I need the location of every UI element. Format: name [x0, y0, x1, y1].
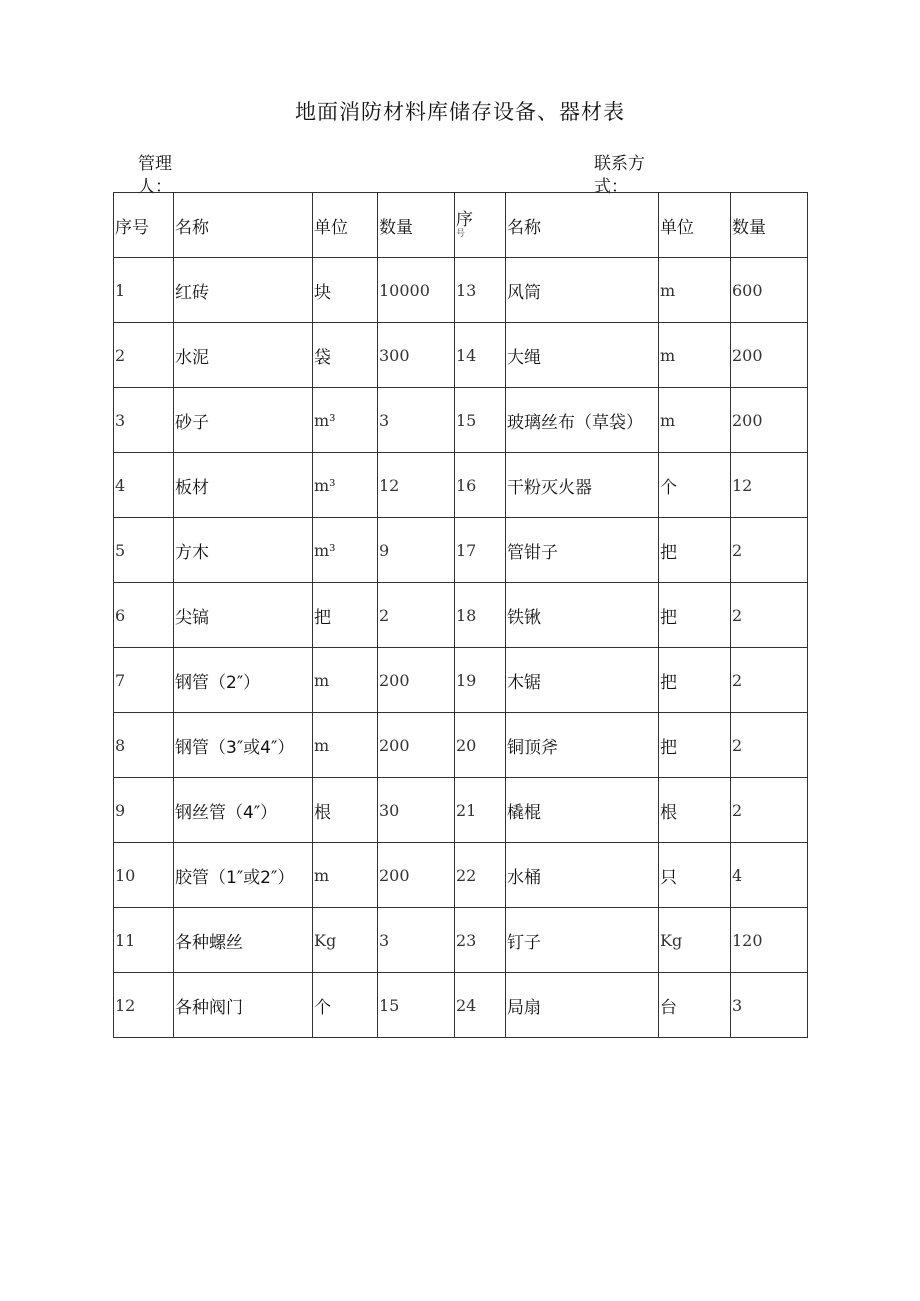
cell-name-2: 干粉灭火器 — [506, 453, 659, 518]
cell-unit-2: 根 — [659, 778, 731, 843]
cell-seq-2: 19 — [455, 648, 506, 713]
manager-label: 管理人： — [138, 154, 172, 197]
cell-qty-2: 2 — [731, 518, 808, 583]
cell-seq-2: 16 — [455, 453, 506, 518]
cell-qty: 3 — [378, 908, 455, 973]
cell-seq: 5 — [114, 518, 174, 583]
cell-unit-2: m — [659, 258, 731, 323]
cell-seq-2: 18 — [455, 583, 506, 648]
cell-name: 板材 — [174, 453, 313, 518]
cell-qty: 300 — [378, 323, 455, 388]
cell-seq: 4 — [114, 453, 174, 518]
cell-unit: m — [313, 713, 378, 778]
cell-name-2: 局扇 — [506, 973, 659, 1038]
cell-unit: m — [313, 648, 378, 713]
inventory-table — [113, 192, 808, 1038]
table-row — [114, 778, 808, 843]
header-name: 名称 — [174, 193, 313, 258]
cell-unit: 根 — [313, 778, 378, 843]
cell-name: 胶管（1″或2″） — [174, 843, 313, 908]
cell-qty-2: 200 — [731, 323, 808, 388]
cell-seq: 12 — [114, 973, 174, 1038]
cell-unit: 袋 — [313, 323, 378, 388]
header-seq-2-top: 序 — [456, 210, 473, 230]
table-row — [114, 388, 808, 453]
cell-qty-2: 12 — [731, 453, 808, 518]
cell-name: 钢丝管（4″） — [174, 778, 313, 843]
table-row — [114, 843, 808, 908]
cell-qty-2: 200 — [731, 388, 808, 453]
cell-unit-2: m — [659, 388, 731, 453]
contact-label: 联系方式： — [594, 154, 645, 197]
cell-qty: 200 — [378, 648, 455, 713]
cell-unit-2: 把 — [659, 713, 731, 778]
cell-qty: 200 — [378, 713, 455, 778]
cell-unit: m³ — [313, 518, 378, 583]
cell-name: 红砖 — [174, 258, 313, 323]
cell-qty: 30 — [378, 778, 455, 843]
cell-name-2: 大绳 — [506, 323, 659, 388]
cell-seq: 11 — [114, 908, 174, 973]
cell-seq: 7 — [114, 648, 174, 713]
cell-seq: 10 — [114, 843, 174, 908]
cell-qty: 12 — [378, 453, 455, 518]
cell-unit: 个 — [313, 973, 378, 1038]
cell-seq-2: 13 — [455, 258, 506, 323]
header-seq: 序号 — [114, 193, 174, 258]
cell-seq-2: 20 — [455, 713, 506, 778]
cell-qty-2: 2 — [731, 648, 808, 713]
cell-name: 方木 — [174, 518, 313, 583]
cell-seq-2: 24 — [455, 973, 506, 1038]
table-row — [114, 258, 808, 323]
cell-seq-2: 17 — [455, 518, 506, 583]
cell-name: 各种螺丝 — [174, 908, 313, 973]
cell-seq-2: 15 — [455, 388, 506, 453]
cell-qty: 9 — [378, 518, 455, 583]
cell-name-2: 橇棍 — [506, 778, 659, 843]
cell-name-2: 铜顶斧 — [506, 713, 659, 778]
cell-name-2: 铁锹 — [506, 583, 659, 648]
cell-seq-2: 22 — [455, 843, 506, 908]
cell-unit-2: 只 — [659, 843, 731, 908]
cell-qty: 10000 — [378, 258, 455, 323]
header-qty-2: 数量 — [731, 193, 808, 258]
cell-qty: 200 — [378, 843, 455, 908]
cell-qty-2: 2 — [731, 713, 808, 778]
cell-name-2: 钉子 — [506, 908, 659, 973]
cell-unit: 把 — [313, 583, 378, 648]
cell-unit: m³ — [313, 388, 378, 453]
cell-qty-2: 2 — [731, 778, 808, 843]
table-row — [114, 648, 808, 713]
cell-seq: 3 — [114, 388, 174, 453]
header-name-2: 名称 — [506, 193, 659, 258]
cell-unit-2: 台 — [659, 973, 731, 1038]
cell-name: 钢管（2″） — [174, 648, 313, 713]
cell-unit: Kg — [313, 908, 378, 973]
cell-qty-2: 4 — [731, 843, 808, 908]
cell-name-2: 风筒 — [506, 258, 659, 323]
cell-name: 各种阀门 — [174, 973, 313, 1038]
table-row — [114, 453, 808, 518]
cell-name-2: 木锯 — [506, 648, 659, 713]
table-row — [114, 323, 808, 388]
cell-name: 尖镐 — [174, 583, 313, 648]
header-qty: 数量 — [378, 193, 455, 258]
cell-name: 砂子 — [174, 388, 313, 453]
table-row — [114, 973, 808, 1038]
table-row — [114, 908, 808, 973]
cell-qty: 3 — [378, 388, 455, 453]
cell-qty-2: 2 — [731, 583, 808, 648]
cell-qty-2: 3 — [731, 973, 808, 1038]
cell-seq: 8 — [114, 713, 174, 778]
cell-unit: m — [313, 843, 378, 908]
cell-unit: 块 — [313, 258, 378, 323]
cell-seq: 9 — [114, 778, 174, 843]
cell-unit-2: 把 — [659, 518, 731, 583]
cell-name-2: 管钳子 — [506, 518, 659, 583]
header-seq-2 — [455, 193, 506, 258]
cell-seq-2: 14 — [455, 323, 506, 388]
cell-qty-2: 600 — [731, 258, 808, 323]
cell-unit-2: 把 — [659, 583, 731, 648]
cell-qty-2: 120 — [731, 908, 808, 973]
cell-seq: 1 — [114, 258, 174, 323]
cell-unit-2: 个 — [659, 453, 731, 518]
table-row — [114, 583, 808, 648]
cell-unit-2: m — [659, 323, 731, 388]
cell-name-2: 水桶 — [506, 843, 659, 908]
header-unit-2: 单位 — [659, 193, 731, 258]
cell-name-2: 玻璃丝布（草袋） — [506, 388, 659, 453]
header-unit: 单位 — [313, 193, 378, 258]
table-row — [114, 713, 808, 778]
cell-seq: 2 — [114, 323, 174, 388]
table-row — [114, 518, 808, 583]
cell-seq: 6 — [114, 583, 174, 648]
cell-qty: 2 — [378, 583, 455, 648]
cell-seq-2: 23 — [455, 908, 506, 973]
cell-name: 水泥 — [174, 323, 313, 388]
cell-name: 钢管（3″或4″） — [174, 713, 313, 778]
cell-unit: m³ — [313, 453, 378, 518]
cell-qty: 15 — [378, 973, 455, 1038]
cell-seq-2: 21 — [455, 778, 506, 843]
cell-unit-2: 把 — [659, 648, 731, 713]
header-seq-2-bottom: 号 — [456, 229, 466, 239]
cell-unit-2: Kg — [659, 908, 731, 973]
table-header-row — [114, 193, 808, 258]
page-title: 地面消防材料库储存设备、器材表 — [295, 100, 625, 124]
